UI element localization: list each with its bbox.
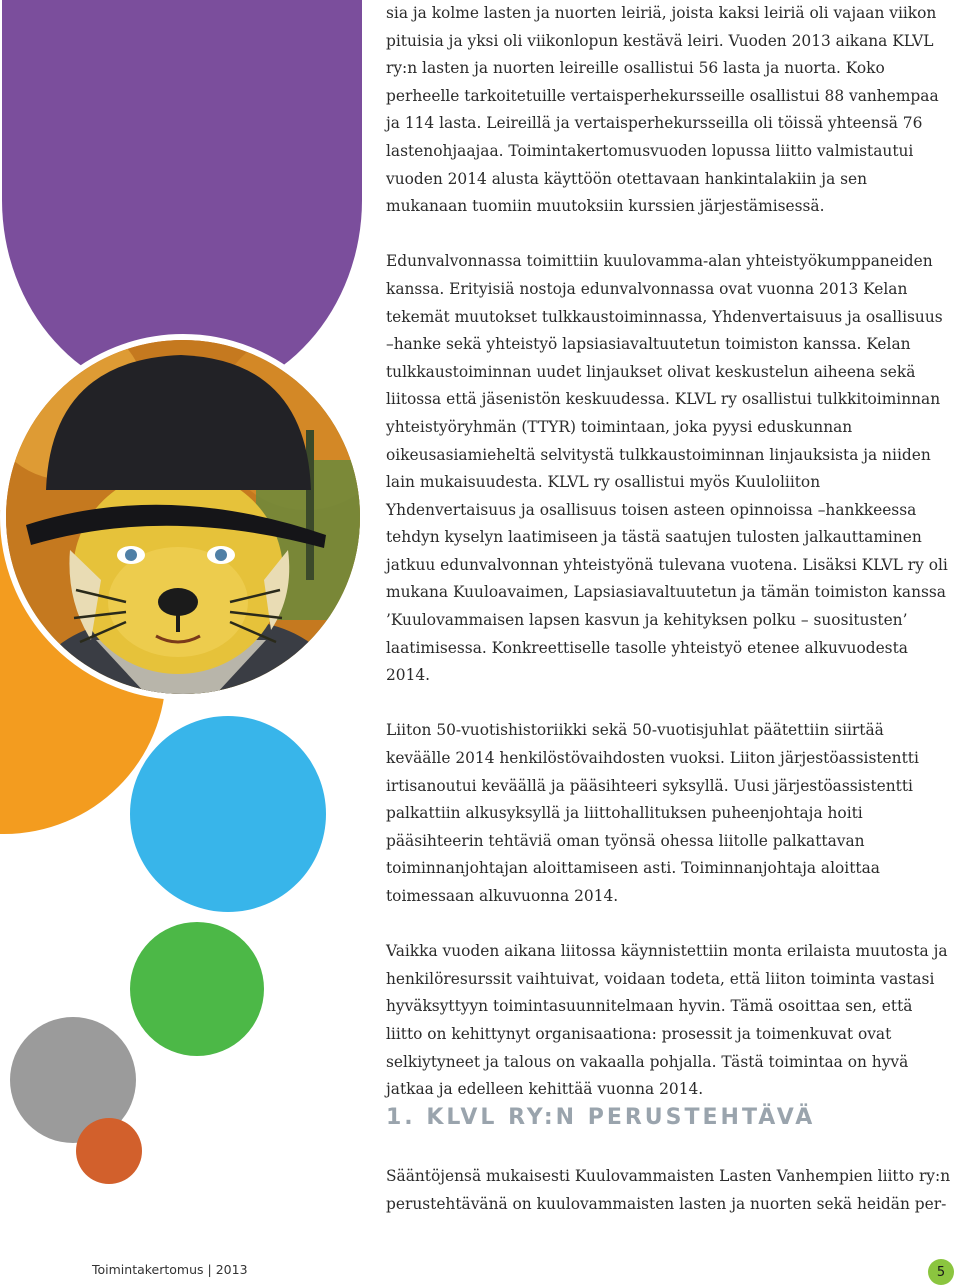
paragraph-spacer (386, 221, 952, 249)
rust-circle (76, 1118, 142, 1184)
paragraph-spacer (386, 911, 952, 939)
green-circle (130, 922, 264, 1056)
paragraph-summary: Vaikka vuoden aikana liitossa käynnistettiin monta erilaista muutosta ja henkilöresurssit vaihtuivat, voidaan todeta, että liiton toiminta vastasi hyväksyttyyn toimintasuunnitelmaan hyvin. Tämä osoittaa sen, että liitto on kehittynyt organisaationa: prosessit ja toimenkuvat ovat selkiytyneet ja talous on vakaalla pohjalla. Tästä toimintaa on hyvä jatkaa ja edelleen kehittää vuonna 2014. (386, 942, 948, 1099)
page-number-badge (928, 1259, 954, 1285)
photo-illustration (6, 340, 360, 694)
section-heading: 1. KLVL RY:N PERUSTEHTÄVÄ (386, 1105, 816, 1130)
page-number: 5 (936, 1264, 946, 1280)
paragraph-advocacy: Edunvalvonnassa toimittiin kuulovamma-alan yhteistyökumppaneiden kanssa. Erityisiä nostoja edunvalvonnassa ovat vuonna 2013 Kelan tekemät muutokset tulkkaustoiminnassa, Yhdenvertaisuus ja osallisuus –hanke sekä yhteistyö lapsiasiavaltuutetun toimiston kanssa. Kelan tulkkaustoiminnan uudet linjaukset olivat keskustelun aiheena sekä liitossa että jäsenistön keskuudessa. KLVL ry osallistui tulkkitoiminnan yhteistyöryhmän (TTYR) toimintaan, joka pyysi eduskunnan oikeusasiamieheltä selvitystä tulkkaustoiminnan linjauksista ja niiden lain mukaisuudesta. KLVL ry osallistui myös Kuuloliiton Yhdenvertaisuus ja osallisuus toisen asteen opinnoissa –hankkeessa tehdyn kyselyn laatimiseen ja tästä saatujen tulosten jalkauttaminen jatkuu edunvalvonnan yhteistyönä tulevana vuotena. Lisäksi KLVL ry oli mukana Kuuloavaimen, Lapsiasiavaltuutetun ja tämän toimiston kanssa ’Kuulovammaisen lapsen kasvun ja kehityksen polku – suositusten’ laatimisessa. Konkreettiselle tasolle yhteistyö etenee alkuvuodesta 2014. (386, 252, 948, 685)
paragraph-spacer (386, 690, 952, 718)
body-text-column (386, 0, 952, 1104)
footer-label: Toimintakertomus | 2013 (92, 1262, 248, 1277)
paragraph-history: Liiton 50-vuotishistoriikki sekä 50-vuotisjuhlat päätettiin siirtää keväälle 2014 henkilöstövaihdosten vuoksi. Liiton järjestöassistentti irtisanoutui keväällä ja pääsihteeri syksyllä. Uusi järjestöassistentti palkattiin alkusyksyllä ja liittohallituksen puheenjohtaja hoiti pääsihteerin tehtäviä oman työnsä ohessa liitolle palkattavan toiminnanjohtajan aloittamiseen asti. Toiminnanjohtaja aloittaa toimessaan alkuvuonna 2014. (386, 721, 919, 905)
paragraph-purpose: Sääntöjensä mukaisesti Kuulovammaisten Lasten Vanhempien liitto ry:n perustehtävänä on kuulovammaisten lasten ja nuorten sekä heidän per- (386, 1167, 951, 1213)
child-face-paint-photo (0, 334, 366, 700)
paragraph-camps: sia ja kolme lasten ja nuorten leiriä, joista kaksi leiriä oli vajaan viikon pituisia ja yksi oli viikonlopun kestävä leiri. Vuoden 2013 aikana KLVL ry:n lasten ja nuorten leireille osallistui 56 lasta ja nuorta. Koko perheelle tarkoitetuille vertaisperhekursseille osallistui 88 vanhempaa ja 114 lasta. Leireillä ja vertaisperhekursseilla oli töissä yhteensä 76 lastenohjaajaa. Toimintakertomusvuoden lopussa liitto valmistautui vuoden 2014 alusta käyttöön otettavaan hankintalakiin ja sen mukanaan tuomiin muutoksiin kurssien järjestämisessä. (386, 4, 939, 216)
blue-circle (130, 716, 326, 912)
